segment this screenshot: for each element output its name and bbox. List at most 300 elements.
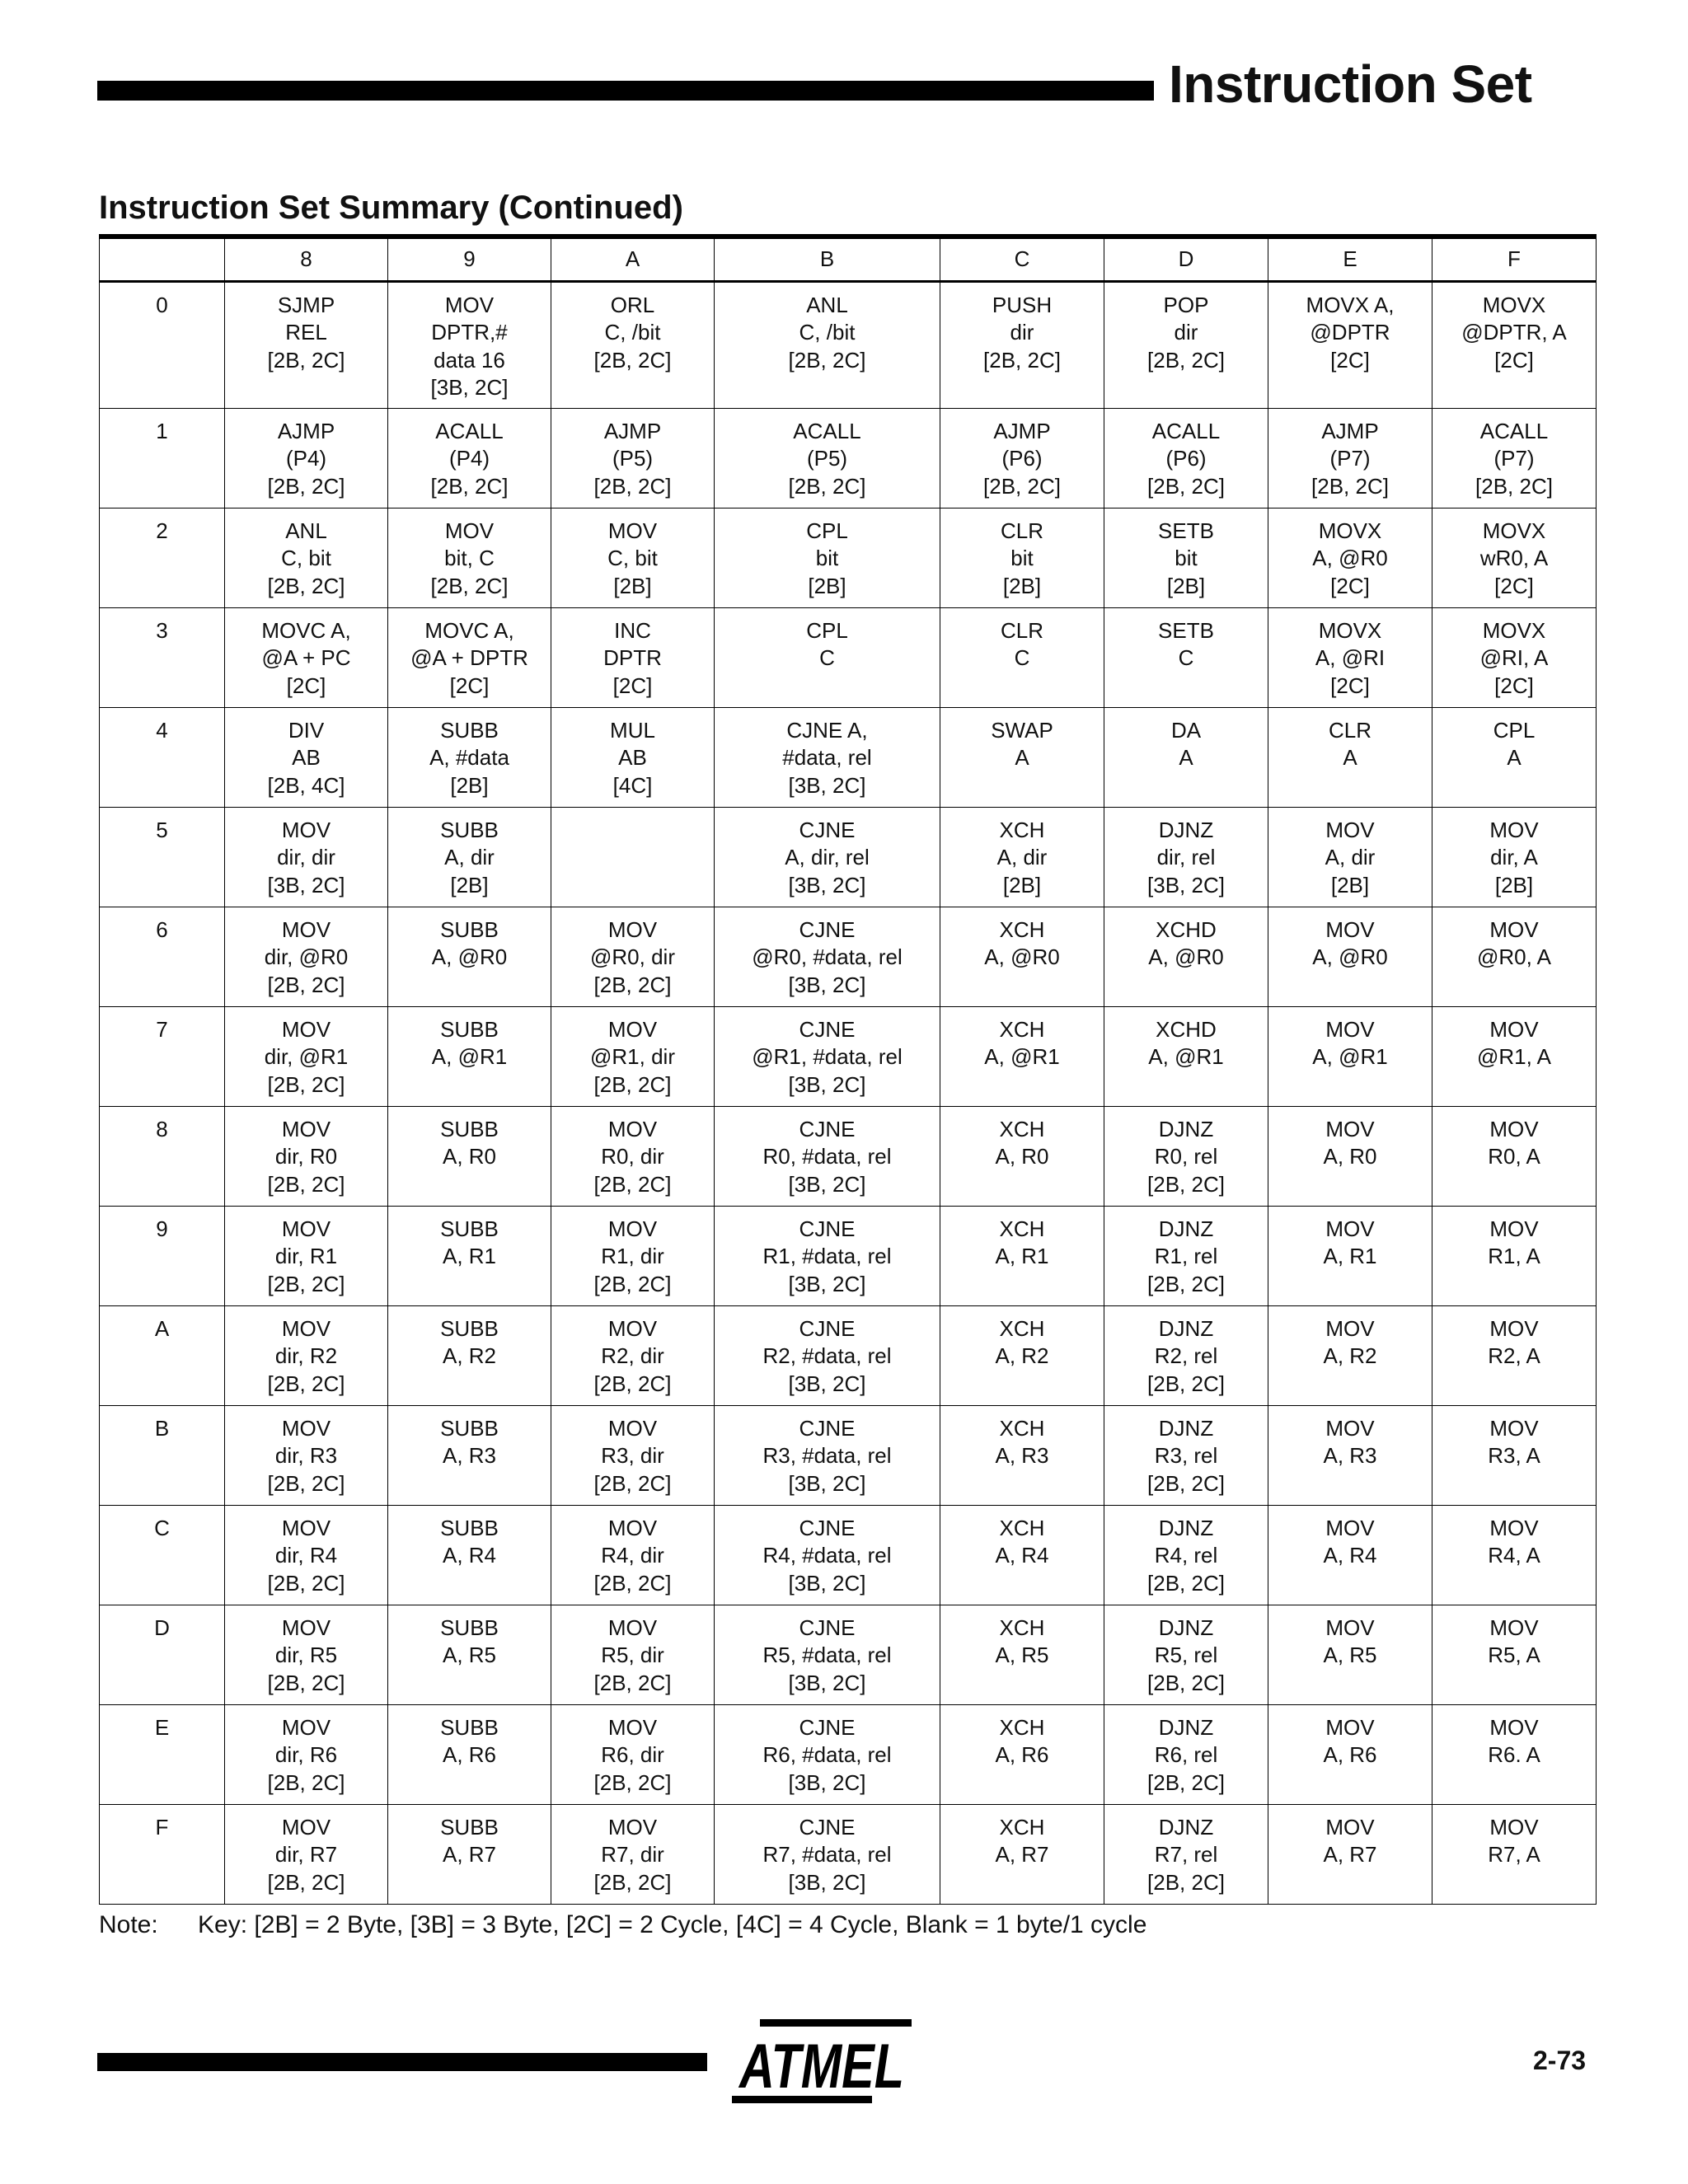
instruction-line: MOV [1489, 1315, 1539, 1341]
table-header-row [100, 237, 1597, 281]
instruction-cell [1432, 508, 1597, 607]
instruction-line: A, R0 [1323, 1144, 1377, 1169]
table-row [100, 1206, 1597, 1305]
instruction-line: XCH [999, 1415, 1045, 1441]
instruction-line: R3, dir [601, 1443, 664, 1468]
instruction-line: dir, R0 [274, 1144, 338, 1169]
instruction-line: R4, A [1488, 1543, 1540, 1568]
instruction-line: SUBB [440, 717, 499, 743]
instruction-line: dir, R2 [274, 1343, 338, 1368]
instruction-line: @R1, dir [590, 1044, 675, 1069]
instruction-cell [1104, 508, 1268, 607]
instruction-line: CPL [1493, 717, 1536, 743]
instruction-line: [2B] [1330, 872, 1370, 898]
instruction-cell [1268, 607, 1432, 707]
instruction-line: [2C] [1330, 673, 1370, 698]
instruction-line: A, R7 [442, 1842, 497, 1867]
instruction-line: AJMP [277, 418, 335, 443]
instruction-line: MOVC A, [261, 617, 351, 643]
row-header: F [100, 1804, 225, 1904]
instruction-cell [225, 1804, 388, 1904]
instruction-line: MOV [607, 1515, 658, 1540]
instruction-cell [1268, 1505, 1432, 1605]
instruction-line: ACALL [793, 418, 861, 443]
instruction-line: DJNZ [1158, 1116, 1214, 1141]
table-row [100, 1804, 1597, 1904]
instruction-cell [1268, 1405, 1432, 1505]
instruction-cell [388, 607, 551, 707]
instruction-line: ACALL [1151, 418, 1221, 443]
instruction-cell [1104, 1006, 1268, 1106]
instruction-line: MOV [281, 1415, 331, 1441]
instruction-line: MOV [1489, 1415, 1539, 1441]
instruction-cell [940, 1704, 1104, 1804]
instruction-line: CJNE [799, 1415, 856, 1441]
instruction-line: XCH [999, 1615, 1045, 1640]
instruction-line: DJNZ [1158, 1814, 1214, 1840]
instruction-cell [940, 408, 1104, 508]
instruction-line: SUBB [440, 817, 499, 842]
instruction-line: R0, dir [601, 1144, 664, 1169]
instruction-line: MOV [281, 1116, 331, 1141]
instruction-cell [551, 1305, 715, 1405]
instruction-cell [1432, 1704, 1597, 1804]
instruction-line: R0, rel [1154, 1144, 1218, 1169]
instruction-line: CPL [806, 617, 848, 643]
row-header: E [100, 1704, 225, 1804]
instruction-cell [1268, 907, 1432, 1006]
instruction-cell [715, 1106, 940, 1206]
instruction-line: MOV [281, 1216, 331, 1241]
instruction-line: CJNE [799, 1315, 856, 1341]
instruction-line: DIV [288, 717, 325, 743]
instruction-cell [1104, 607, 1268, 707]
instruction-line: DJNZ [1158, 1615, 1214, 1640]
instruction-line: A, R6 [995, 1742, 1049, 1767]
instruction-line: AJMP [993, 418, 1051, 443]
instruction-table-container [99, 234, 1596, 1905]
instruction-cell [940, 907, 1104, 1006]
instruction-line: CJNE [799, 1615, 856, 1640]
instruction-line: @R0, #data, rel [752, 944, 903, 969]
instruction-cell [1104, 707, 1268, 807]
instruction-line: dir, R4 [274, 1543, 338, 1568]
instruction-line: MOV [607, 1814, 658, 1840]
instruction-cell [715, 1006, 940, 1106]
instruction-line: [2B, 2C] [1147, 1371, 1225, 1396]
table-row [100, 1405, 1597, 1505]
instruction-line: [2B, 4C] [267, 772, 345, 798]
instruction-line: REL [285, 320, 327, 344]
instruction-line: A, R0 [995, 1144, 1049, 1169]
instruction-line: R6. A [1488, 1742, 1540, 1767]
instruction-line: SUBB [440, 1116, 499, 1141]
instruction-cell [940, 1006, 1104, 1106]
instruction-line: R7, A [1488, 1842, 1540, 1867]
instruction-line: MOV [1325, 1415, 1375, 1441]
instruction-cell [1104, 1804, 1268, 1904]
instruction-line: MOV [1325, 1016, 1375, 1042]
instruction-cell [1268, 1206, 1432, 1305]
instruction-cell [715, 707, 940, 807]
instruction-line: SETB [1158, 518, 1214, 543]
instruction-line: [2C] [286, 673, 326, 698]
instruction-line: SUBB [440, 1615, 499, 1640]
instruction-line: MOV [1325, 1515, 1375, 1540]
instruction-line: [3B, 2C] [788, 1171, 866, 1197]
instruction-cell [715, 1605, 940, 1704]
instruction-line: [2B, 2C] [430, 473, 509, 499]
instruction-line: CJNE [799, 1515, 856, 1540]
instruction-line: [3B, 2C] [788, 1470, 866, 1496]
instruction-line: XCH [999, 1814, 1045, 1840]
column-header: B [715, 237, 940, 281]
instruction-line: A, R7 [1323, 1842, 1377, 1867]
instruction-line: @R1, A [1477, 1044, 1551, 1069]
instruction-cell [388, 1305, 551, 1405]
instruction-line: [2B, 2C] [267, 473, 345, 499]
instruction-line: [2C] [1330, 347, 1370, 373]
instruction-cell [225, 1305, 388, 1405]
instruction-line: A, @R1 [1312, 1044, 1388, 1069]
instruction-line: bit [1175, 546, 1198, 570]
instruction-line: MOV [1489, 1515, 1539, 1540]
instruction-line: R6, rel [1154, 1742, 1218, 1767]
instruction-line: A, @R0 [1148, 944, 1224, 969]
row-header: D [100, 1605, 225, 1704]
page-header-title: Instruction Set [1169, 54, 1532, 114]
instruction-line: R5, A [1488, 1643, 1540, 1667]
instruction-line: [2B, 2C] [267, 347, 345, 373]
instruction-cell [1268, 508, 1432, 607]
instruction-line: dir, rel [1156, 845, 1216, 869]
instruction-line: DJNZ [1158, 817, 1214, 842]
instruction-cell [940, 1305, 1104, 1405]
instruction-line: DPTR [603, 645, 662, 670]
instruction-cell [388, 1206, 551, 1305]
instruction-line: [3B, 2C] [267, 872, 345, 898]
instruction-line: A, R2 [1323, 1343, 1377, 1368]
row-header: 4 [100, 707, 225, 807]
instruction-line: CPL [806, 518, 848, 543]
instruction-line: A, R1 [1323, 1244, 1377, 1268]
table-body [100, 281, 1597, 1904]
instruction-line: ORL [610, 292, 655, 317]
instruction-line: A, @RI [1315, 645, 1386, 670]
instruction-line: A, R5 [442, 1643, 497, 1667]
instruction-line: (P5) [612, 446, 654, 471]
instruction-cell [388, 1405, 551, 1505]
row-header: B [100, 1405, 225, 1505]
instruction-line: [3B, 2C] [788, 972, 866, 997]
instruction-line: MOV [1325, 1814, 1375, 1840]
instruction-line: [3B, 2C] [788, 1271, 866, 1296]
instruction-cell [551, 508, 715, 607]
instruction-line: [2B, 2C] [267, 1271, 345, 1296]
row-header: A [100, 1305, 225, 1405]
table-row [100, 707, 1597, 807]
row-header: 0 [100, 281, 225, 408]
table-note [99, 1909, 1146, 1942]
instruction-line: A [1015, 745, 1029, 770]
instruction-line: MOV [1489, 1016, 1539, 1042]
section-title: Instruction Set Summary (Continued) [99, 190, 683, 226]
instruction-line: ACALL [1479, 418, 1549, 443]
instruction-line: [3B, 2C] [788, 1371, 866, 1396]
instruction-line: MUL [610, 717, 655, 743]
table-row [100, 1106, 1597, 1206]
instruction-line: bit, C [444, 546, 495, 570]
instruction-line: POP [1163, 292, 1209, 317]
instruction-line: MOV [281, 1714, 331, 1740]
instruction-line: R1, dir [601, 1244, 664, 1268]
instruction-line: DJNZ [1158, 1216, 1214, 1241]
instruction-line: MOVX [1482, 518, 1546, 543]
instruction-line: XCH [999, 1515, 1045, 1540]
instruction-line: MOV [444, 518, 495, 543]
instruction-line: dir, R7 [274, 1842, 338, 1867]
instruction-line: MOV [607, 1315, 658, 1341]
instruction-line: DJNZ [1158, 1315, 1214, 1341]
instruction-cell [225, 1206, 388, 1305]
instruction-line: @R1, #data, rel [752, 1044, 903, 1069]
column-header-corner [100, 237, 225, 281]
instruction-line: MOV [1325, 1615, 1375, 1640]
instruction-cell [225, 281, 388, 408]
instruction-line: dir, R5 [274, 1643, 338, 1667]
note-label: Note: [99, 1911, 158, 1938]
instruction-line: [2B, 2C] [267, 1470, 345, 1496]
instruction-line: R2, A [1488, 1343, 1540, 1368]
instruction-line: ANL [806, 292, 848, 317]
instruction-line: [2B, 2C] [1147, 1769, 1225, 1795]
column-header: D [1104, 237, 1268, 281]
instruction-cell [1432, 1405, 1597, 1505]
instruction-line: @A + PC [261, 645, 351, 670]
instruction-cell [225, 1505, 388, 1605]
instruction-line: (P7) [1329, 446, 1371, 471]
instruction-line: [3B, 2C] [788, 772, 866, 798]
table-row [100, 408, 1597, 508]
instruction-line: XCHD [1156, 916, 1217, 942]
instruction-line: (P4) [448, 446, 490, 471]
instruction-line: @RI, A [1479, 645, 1549, 670]
instruction-line: (P5) [806, 446, 848, 471]
instruction-line: [2C] [1330, 573, 1370, 598]
instruction-cell [940, 281, 1104, 408]
column-header: C [940, 237, 1104, 281]
instruction-cell [715, 607, 940, 707]
instruction-line: dir, A [1490, 845, 1538, 869]
instruction-line: R4, rel [1154, 1543, 1218, 1568]
instruction-cell [551, 1006, 715, 1106]
instruction-cell [225, 1106, 388, 1206]
instruction-line: [2B, 2C] [1147, 473, 1225, 499]
instruction-line: A, R5 [1323, 1643, 1377, 1667]
instruction-line: A [1179, 745, 1193, 770]
table-row [100, 1006, 1597, 1106]
instruction-line: (P6) [1001, 446, 1043, 471]
instruction-cell [225, 807, 388, 907]
row-header: 5 [100, 807, 225, 907]
instruction-line: AB [292, 745, 321, 770]
row-header: 7 [100, 1006, 225, 1106]
instruction-line: A, R1 [442, 1244, 497, 1268]
instruction-cell [225, 707, 388, 807]
instruction-cell [551, 707, 715, 807]
instruction-line: [2B, 2C] [1147, 347, 1225, 373]
instruction-cell [1268, 1605, 1432, 1704]
instruction-line: [2B, 2C] [593, 1470, 672, 1496]
instruction-cell [1432, 907, 1597, 1006]
instruction-line: SUBB [440, 1216, 499, 1241]
instruction-cell [1432, 408, 1597, 508]
instruction-line: MOV [1325, 1714, 1375, 1740]
instruction-line: @DPTR [1310, 320, 1390, 344]
instruction-cell [1432, 1006, 1597, 1106]
instruction-line: A, @R0 [984, 944, 1060, 969]
instruction-line: [3B, 2C] [788, 1570, 866, 1596]
instruction-line: @R0, dir [590, 944, 675, 969]
instruction-cell [1268, 707, 1432, 807]
instruction-line: [2B] [613, 573, 652, 598]
row-header: 1 [100, 408, 225, 508]
instruction-line: [2C] [612, 673, 653, 698]
instruction-line: [2B, 2C] [593, 972, 672, 997]
row-header: 9 [100, 1206, 225, 1305]
instruction-line: [2B, 2C] [267, 1670, 345, 1695]
instruction-line: bit [815, 546, 839, 570]
instruction-line: A, R5 [995, 1643, 1049, 1667]
instruction-line: A, R6 [1323, 1742, 1377, 1767]
instruction-line: A, dir [1325, 845, 1376, 869]
instruction-line: A, @R1 [431, 1044, 508, 1069]
instruction-line: A, R3 [1323, 1443, 1377, 1468]
instruction-line: R1, A [1488, 1244, 1540, 1268]
instruction-line: [4C] [612, 772, 653, 798]
instruction-cell [1432, 1305, 1597, 1405]
instruction-line: A, R2 [442, 1343, 497, 1368]
instruction-line: MOV [281, 817, 331, 842]
instruction-cell [1432, 1106, 1597, 1206]
instruction-cell [388, 807, 551, 907]
instruction-cell [1268, 1305, 1432, 1405]
instruction-line: dir, R1 [274, 1244, 338, 1268]
column-header: A [551, 237, 715, 281]
instruction-line: AJMP [603, 418, 662, 443]
atmel-logo [732, 2019, 912, 2103]
instruction-cell [225, 907, 388, 1006]
instruction-line: MOV [607, 916, 658, 942]
instruction-cell [388, 707, 551, 807]
instruction-line: A, R4 [995, 1543, 1049, 1568]
instruction-line: [2B, 2C] [1147, 1869, 1225, 1895]
instruction-line: dir, @R0 [264, 944, 349, 969]
instruction-cell [715, 508, 940, 607]
instruction-line: MOV [607, 1714, 658, 1740]
instruction-line: SUBB [440, 1814, 499, 1840]
instruction-line: MOV [1489, 817, 1539, 842]
instruction-cell [1268, 1804, 1432, 1904]
table-row [100, 607, 1597, 707]
instruction-line: #data, rel [782, 745, 872, 770]
instruction-line: MOVX A, [1306, 292, 1395, 317]
instruction-line: R3, A [1488, 1443, 1540, 1468]
instruction-cell [1432, 1505, 1597, 1605]
instruction-line: [2B, 2C] [788, 347, 866, 373]
row-header: 6 [100, 907, 225, 1006]
instruction-line: [2B, 2C] [1147, 1570, 1225, 1596]
instruction-line: @R0, A [1477, 944, 1551, 969]
instruction-line: MOVX [1482, 617, 1546, 643]
instruction-line: [2B, 2C] [593, 473, 672, 499]
instruction-cell [551, 1206, 715, 1305]
instruction-line: ANL [285, 518, 327, 543]
instruction-line: [2B] [808, 573, 846, 598]
instruction-line: @A + DPTR [410, 645, 528, 670]
instruction-line: [2B] [450, 872, 489, 898]
instruction-line: A, @R0 [1312, 944, 1388, 969]
instruction-line: SUBB [440, 1714, 499, 1740]
instruction-cell [388, 508, 551, 607]
instruction-line: MOV [281, 1515, 331, 1540]
instruction-line: MOV [607, 1216, 658, 1241]
row-header: C [100, 1505, 225, 1605]
instruction-line: R7, #data, rel [762, 1842, 892, 1867]
instruction-cell [940, 1505, 1104, 1605]
instruction-set-table [99, 234, 1597, 1905]
instruction-cell [225, 1605, 388, 1704]
instruction-line: dir, R6 [274, 1742, 338, 1767]
row-header: 8 [100, 1106, 225, 1206]
table-row [100, 281, 1597, 408]
instruction-line: bit [1010, 546, 1034, 570]
instruction-cell [551, 1405, 715, 1505]
instruction-line: [2B] [1494, 872, 1534, 898]
table-row [100, 1505, 1597, 1605]
instruction-line: MOV [1489, 1116, 1539, 1141]
instruction-cell [225, 1006, 388, 1106]
instruction-line: A, R4 [442, 1543, 497, 1568]
instruction-line: DPTR,# [431, 320, 508, 344]
instruction-line: dir [1010, 320, 1034, 344]
page-number: 2-73 [1533, 2046, 1587, 2075]
instruction-line: MOVC A, [424, 617, 514, 643]
instruction-line: SUBB [440, 1016, 499, 1042]
instruction-line: [2B, 2C] [593, 1371, 672, 1396]
instruction-line: dir, R3 [274, 1443, 338, 1468]
instruction-line: XCH [999, 1315, 1045, 1341]
instruction-line: R0, #data, rel [762, 1144, 892, 1169]
instruction-cell [1432, 1605, 1597, 1704]
instruction-line: C [819, 645, 835, 670]
atmel-logo-text: ATMEL [738, 2032, 904, 2102]
instruction-line: MOV [1325, 817, 1375, 842]
instruction-cell [1104, 1305, 1268, 1405]
instruction-line: A, R7 [995, 1842, 1049, 1867]
instruction-line: C, bit [607, 546, 658, 570]
instruction-line: [2B, 2C] [267, 972, 345, 997]
instruction-cell [388, 907, 551, 1006]
instruction-cell [551, 1605, 715, 1704]
instruction-cell [551, 408, 715, 508]
instruction-line: MOV [1325, 1315, 1375, 1341]
instruction-cell [715, 1704, 940, 1804]
instruction-line: DJNZ [1158, 1515, 1214, 1540]
instruction-cell [1104, 1106, 1268, 1206]
table-row [100, 508, 1597, 607]
instruction-line: [2B] [1002, 573, 1042, 598]
